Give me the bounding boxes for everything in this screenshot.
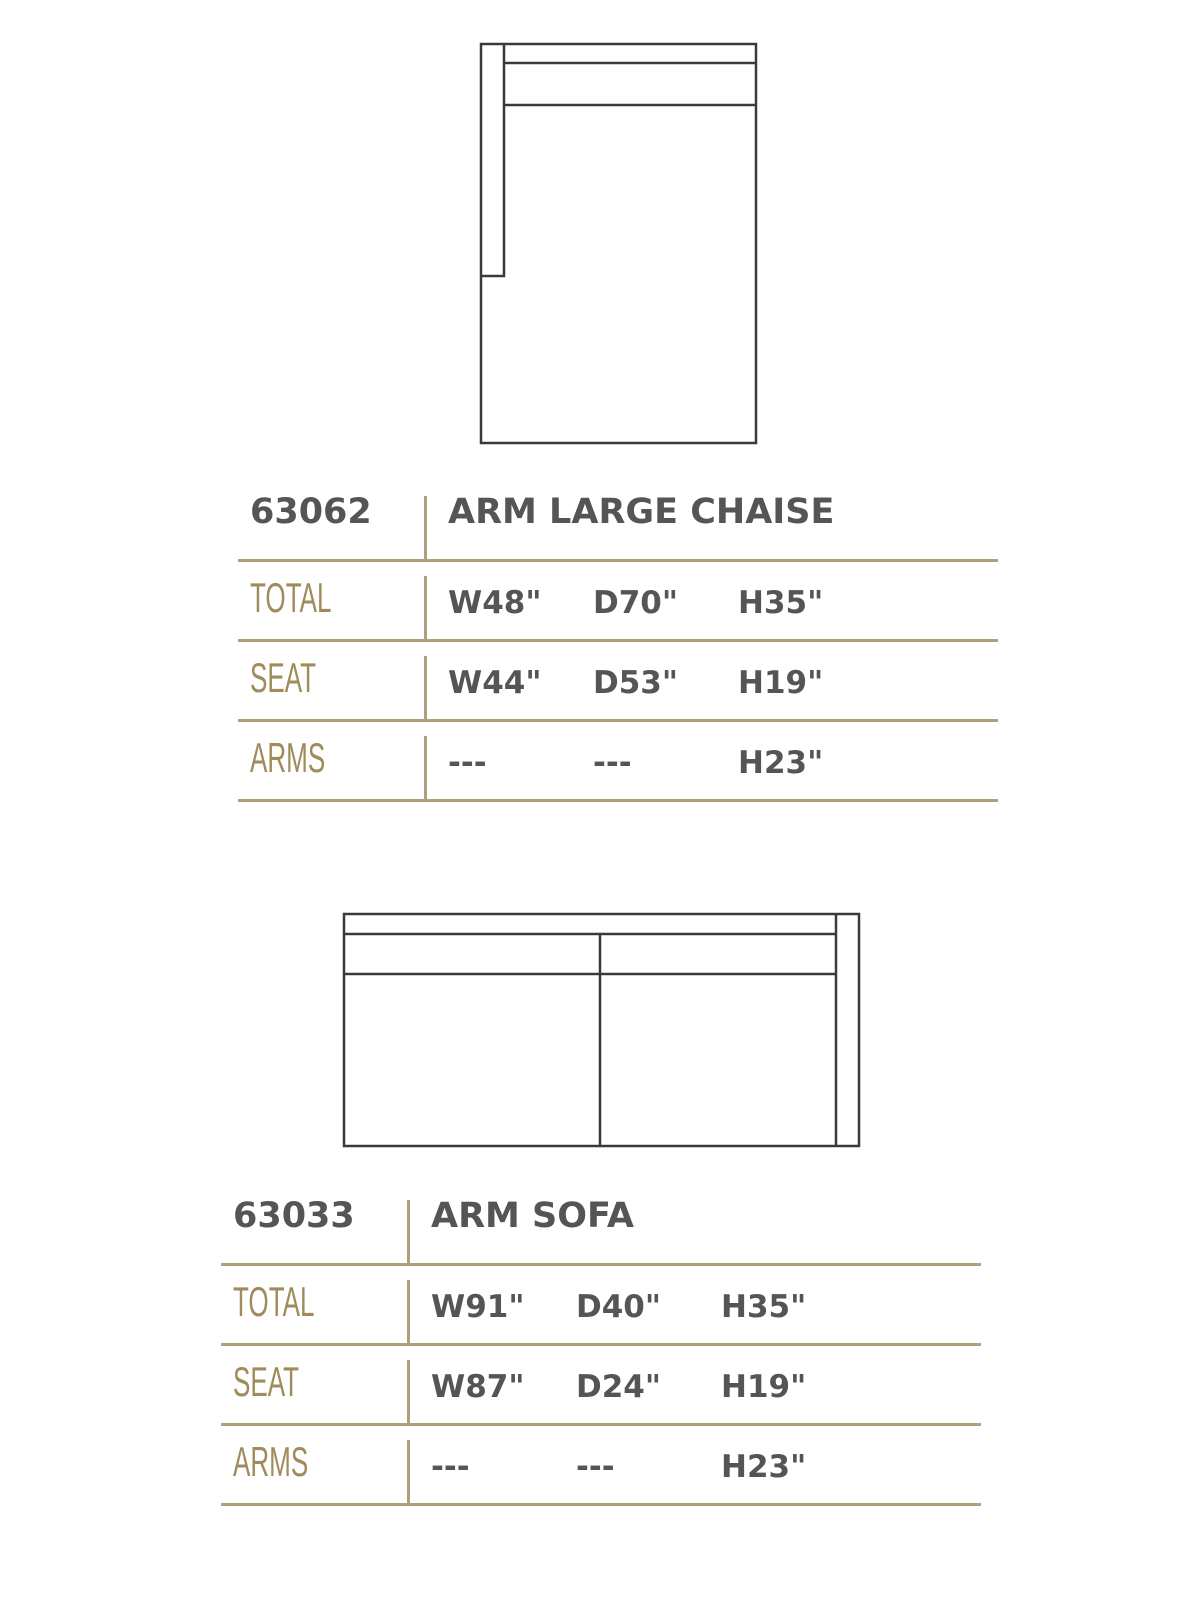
width-value: W91": [431, 1289, 525, 1325]
column-divider: [407, 1360, 410, 1423]
chaise-arm: [481, 44, 504, 276]
row-label: ARMS: [233, 1438, 309, 1485]
height-value: H35": [721, 1289, 807, 1325]
column-divider: [424, 736, 427, 799]
spec-row-total: [238, 562, 998, 642]
row-label: TOTAL: [250, 574, 332, 621]
product-code: 63062: [250, 492, 372, 532]
column-divider: [424, 576, 427, 639]
depth-value: D70": [593, 585, 679, 621]
width-value: W44": [448, 665, 542, 701]
depth-value: ---: [576, 1449, 615, 1485]
column-divider: [424, 496, 427, 559]
column-divider: [407, 1440, 410, 1503]
sofa-spec-table: [221, 1186, 981, 1506]
depth-value: D24": [576, 1369, 662, 1405]
chaise-drawing: [0, 0, 1200, 460]
depth-value: ---: [593, 745, 632, 781]
spec-header-row: [221, 1186, 981, 1266]
width-value: ---: [431, 1449, 470, 1485]
sofa-drawing: [0, 900, 1200, 1160]
column-divider: [424, 656, 427, 719]
row-label: TOTAL: [233, 1278, 315, 1325]
sofa-outline: [344, 914, 859, 1146]
width-value: ---: [448, 745, 487, 781]
column-divider: [407, 1200, 410, 1263]
product-code: 63033: [233, 1196, 355, 1236]
row-label: SEAT: [250, 654, 317, 701]
spec-row-seat: [238, 642, 998, 722]
height-value: H35": [738, 585, 824, 621]
column-divider: [407, 1280, 410, 1343]
height-value: H23": [738, 745, 824, 781]
depth-value: D53": [593, 665, 679, 701]
width-value: W87": [431, 1369, 525, 1405]
height-value: H19": [721, 1369, 807, 1405]
spec-row-arms: [221, 1426, 981, 1506]
row-label: ARMS: [250, 734, 326, 781]
height-value: H19": [738, 665, 824, 701]
chaise-spec-table: [238, 482, 998, 802]
row-label: SEAT: [233, 1358, 300, 1405]
spec-header-row: [238, 482, 998, 562]
spec-row-arms: [238, 722, 998, 802]
height-value: H23": [721, 1449, 807, 1485]
spec-row-seat: [221, 1346, 981, 1426]
spec-row-total: [221, 1266, 981, 1346]
width-value: W48": [448, 585, 542, 621]
depth-value: D40": [576, 1289, 662, 1325]
product-name: ARM SOFA: [431, 1196, 634, 1236]
product-name: ARM LARGE CHAISE: [448, 492, 835, 532]
